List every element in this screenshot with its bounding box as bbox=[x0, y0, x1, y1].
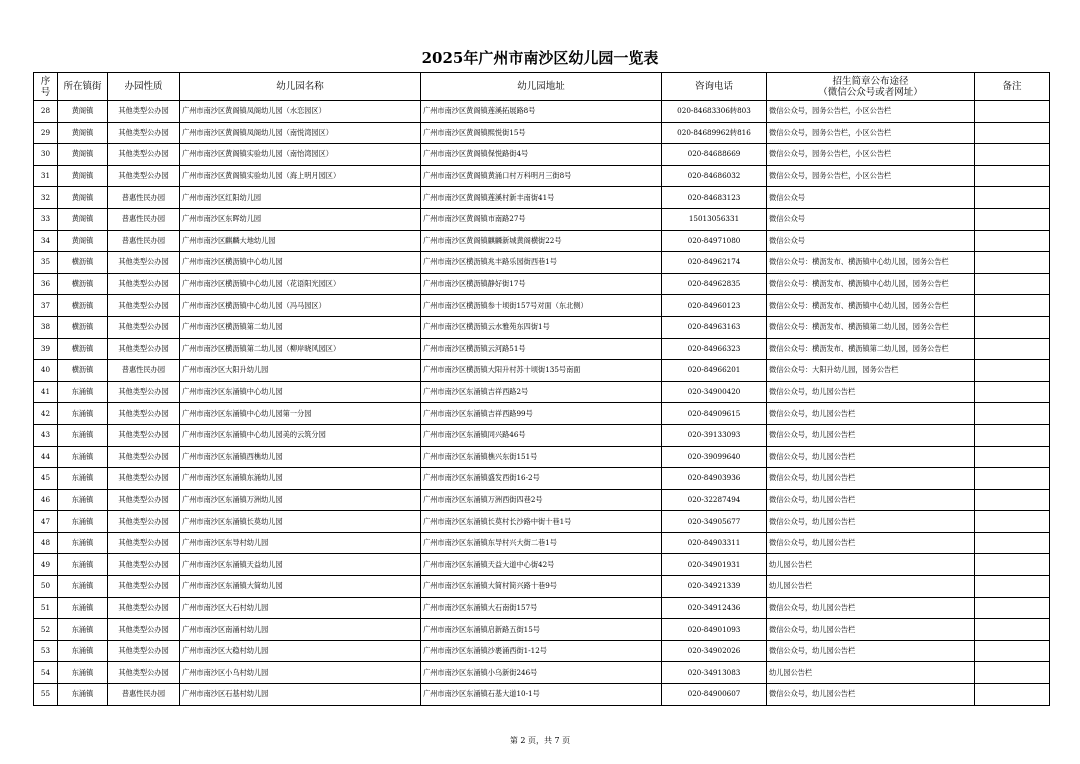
cell-address: 广州市南沙区横沥镇参十顷街157号对面（东北侧） bbox=[421, 295, 662, 317]
table-header bbox=[34, 73, 1050, 101]
cell-name: 广州市南沙区横沥镇中心幼儿园 bbox=[180, 252, 421, 274]
cell-town: 东涌镇 bbox=[58, 424, 108, 446]
cell-seq: 30 bbox=[34, 144, 58, 166]
cell-channel: 幼儿园公告栏 bbox=[767, 576, 975, 598]
table-row bbox=[34, 640, 1050, 662]
cell-name: 广州市南沙区东涌镇中心幼儿园 bbox=[180, 381, 421, 403]
cell-nature: 其他类型公办园 bbox=[108, 252, 180, 274]
cell-channel: 微信公众号，幼儿园公告栏 bbox=[767, 424, 975, 446]
table-row bbox=[34, 122, 1050, 144]
cell-town: 东涌镇 bbox=[58, 597, 108, 619]
cell-seq: 51 bbox=[34, 597, 58, 619]
cell-name: 广州市南沙区横沥镇中心幼儿园（冯马园区） bbox=[180, 295, 421, 317]
cell-nature: 其他类型公办园 bbox=[108, 101, 180, 123]
cell-channel: 微信公众号，园务公告栏，小区公告栏 bbox=[767, 122, 975, 144]
cell-phone: 020-84686032 bbox=[662, 165, 767, 187]
cell-address: 广州市南沙区东涌镇小乌新街246号 bbox=[421, 662, 662, 684]
cell-address: 广州市南沙区东涌镇沙裹涌西街1-12号 bbox=[421, 640, 662, 662]
cell-name: 广州市南沙区黄阁镇实验幼儿园（南怡湾园区） bbox=[180, 144, 421, 166]
cell-remark bbox=[975, 122, 1050, 144]
cell-nature: 普惠性民办园 bbox=[108, 230, 180, 252]
cell-town: 东涌镇 bbox=[58, 532, 108, 554]
cell-town: 黄阁镇 bbox=[58, 208, 108, 230]
cell-name: 广州市南沙区小乌村幼儿园 bbox=[180, 662, 421, 684]
cell-seq: 45 bbox=[34, 468, 58, 490]
cell-address: 广州市南沙区东涌镇盛发西街16-2号 bbox=[421, 468, 662, 490]
cell-name: 广州市南沙区大石村幼儿园 bbox=[180, 597, 421, 619]
table-row bbox=[34, 381, 1050, 403]
cell-remark bbox=[975, 208, 1050, 230]
cell-remark bbox=[975, 381, 1050, 403]
cell-seq: 52 bbox=[34, 619, 58, 641]
cell-remark bbox=[975, 424, 1050, 446]
cell-seq: 42 bbox=[34, 403, 58, 425]
cell-phone: 020-84962174 bbox=[662, 252, 767, 274]
cell-seq: 53 bbox=[34, 640, 58, 662]
table-row bbox=[34, 338, 1050, 360]
header-remark: 备注 bbox=[975, 73, 1050, 101]
cell-channel: 微信公众号，幼儿园公告栏 bbox=[767, 619, 975, 641]
cell-nature: 其他类型公办园 bbox=[108, 122, 180, 144]
table-row bbox=[34, 489, 1050, 511]
cell-seq: 28 bbox=[34, 101, 58, 123]
cell-phone: 020-84960123 bbox=[662, 295, 767, 317]
cell-phone: 020-34913083 bbox=[662, 662, 767, 684]
cell-address: 广州市南沙区东涌镇万洲西街四巷2号 bbox=[421, 489, 662, 511]
cell-town: 东涌镇 bbox=[58, 619, 108, 641]
cell-phone: 020-84900607 bbox=[662, 684, 767, 706]
cell-address: 广州市南沙区东涌镇大石南街157号 bbox=[421, 597, 662, 619]
cell-town: 横沥镇 bbox=[58, 338, 108, 360]
cell-channel: 微信公众号 bbox=[767, 187, 975, 209]
cell-remark bbox=[975, 619, 1050, 641]
cell-address: 广州市南沙区东涌镇启新路五街15号 bbox=[421, 619, 662, 641]
cell-name: 广州市南沙区黄阁镇凤阁幼儿园（水恋园区） bbox=[180, 101, 421, 123]
cell-address: 广州市南沙区东涌镇吉祥西路2号 bbox=[421, 381, 662, 403]
cell-name: 广州市南沙区红阳幼儿园 bbox=[180, 187, 421, 209]
table-row bbox=[34, 554, 1050, 576]
cell-nature: 其他类型公办园 bbox=[108, 446, 180, 468]
table-row bbox=[34, 273, 1050, 295]
cell-town: 黄阁镇 bbox=[58, 230, 108, 252]
cell-seq: 49 bbox=[34, 554, 58, 576]
cell-town: 东涌镇 bbox=[58, 403, 108, 425]
cell-channel: 微信公众号，幼儿园公告栏 bbox=[767, 489, 975, 511]
cell-town: 东涌镇 bbox=[58, 640, 108, 662]
table-row bbox=[34, 511, 1050, 533]
cell-seq: 39 bbox=[34, 338, 58, 360]
cell-address: 广州市南沙区横沥镇兆丰路乐园街西巷1号 bbox=[421, 252, 662, 274]
cell-nature: 普惠性民办园 bbox=[108, 187, 180, 209]
cell-address: 广州市南沙区东涌镇长莫村长沙路中街十巷1号 bbox=[421, 511, 662, 533]
cell-address: 广州市南沙区东涌镇樵兴东街151号 bbox=[421, 446, 662, 468]
cell-address: 广州市南沙区黄阁镇莲溪拓展路8号 bbox=[421, 101, 662, 123]
cell-remark bbox=[975, 101, 1050, 123]
cell-address: 广州市南沙区东涌镇石基大道10-1号 bbox=[421, 684, 662, 706]
table-row bbox=[34, 446, 1050, 468]
cell-remark bbox=[975, 316, 1050, 338]
table-row bbox=[34, 295, 1050, 317]
cell-name: 广州市南沙区石基村幼儿园 bbox=[180, 684, 421, 706]
header-seq-line2: 号 bbox=[40, 86, 51, 98]
cell-seq: 43 bbox=[34, 424, 58, 446]
cell-nature: 其他类型公办园 bbox=[108, 316, 180, 338]
table-row bbox=[34, 208, 1050, 230]
header-phone: 咨询电话 bbox=[662, 73, 767, 101]
table-body bbox=[34, 101, 1050, 706]
cell-address: 广州市南沙区横沥镇大阳升村苏十顷街135号南面 bbox=[421, 360, 662, 382]
cell-town: 东涌镇 bbox=[58, 446, 108, 468]
cell-remark bbox=[975, 252, 1050, 274]
cell-phone: 020-34902026 bbox=[662, 640, 767, 662]
cell-town: 黄阁镇 bbox=[58, 165, 108, 187]
cell-seq: 41 bbox=[34, 381, 58, 403]
table-row bbox=[34, 165, 1050, 187]
cell-town: 黄阁镇 bbox=[58, 144, 108, 166]
page-footer: 第 2 页，共 7 页 bbox=[509, 736, 571, 745]
cell-remark bbox=[975, 295, 1050, 317]
cell-seq: 44 bbox=[34, 446, 58, 468]
cell-nature: 其他类型公办园 bbox=[108, 511, 180, 533]
cell-town: 横沥镇 bbox=[58, 360, 108, 382]
cell-town: 东涌镇 bbox=[58, 489, 108, 511]
table-row bbox=[34, 187, 1050, 209]
cell-name: 广州市南沙区横沥镇第二幼儿园 bbox=[180, 316, 421, 338]
table-row bbox=[34, 424, 1050, 446]
cell-channel: 微信公众号，园务公告栏，小区公告栏 bbox=[767, 165, 975, 187]
cell-phone: 020-39099640 bbox=[662, 446, 767, 468]
header-channel-line1: 招生简章公布途径 bbox=[832, 75, 909, 87]
cell-address: 广州市南沙区横沥镇云水雅苑东四街1号 bbox=[421, 316, 662, 338]
cell-remark bbox=[975, 532, 1050, 554]
cell-channel: 微信公众号，园务公告栏，小区公告栏 bbox=[767, 144, 975, 166]
cell-remark bbox=[975, 360, 1050, 382]
cell-phone: 020-34921339 bbox=[662, 576, 767, 598]
cell-channel: 微信公众号：横沥发布、横沥镇第二幼儿园，园务公告栏 bbox=[767, 316, 975, 338]
header-nature: 办园性质 bbox=[108, 73, 180, 101]
cell-phone: 020-34905677 bbox=[662, 511, 767, 533]
cell-seq: 33 bbox=[34, 208, 58, 230]
cell-town: 黄阁镇 bbox=[58, 122, 108, 144]
table-row bbox=[34, 403, 1050, 425]
cell-seq: 35 bbox=[34, 252, 58, 274]
cell-name: 广州市南沙区横沥镇中心幼儿园（花语阳光园区） bbox=[180, 273, 421, 295]
table-row bbox=[34, 468, 1050, 490]
cell-seq: 47 bbox=[34, 511, 58, 533]
cell-channel: 微信公众号：横沥发布、横沥镇中心幼儿园，园务公告栏 bbox=[767, 252, 975, 274]
cell-town: 横沥镇 bbox=[58, 295, 108, 317]
cell-address: 广州市南沙区东涌镇同兴路46号 bbox=[421, 424, 662, 446]
cell-channel: 微信公众号，幼儿园公告栏 bbox=[767, 381, 975, 403]
cell-channel: 微信公众号：大阳升幼儿园，园务公告栏 bbox=[767, 360, 975, 382]
cell-address: 广州市南沙区东涌镇大简村简兴路十巷9号 bbox=[421, 576, 662, 598]
cell-channel: 微信公众号 bbox=[767, 208, 975, 230]
cell-seq: 37 bbox=[34, 295, 58, 317]
cell-remark bbox=[975, 489, 1050, 511]
cell-name: 广州市南沙区黄阁镇凤阁幼儿园（南悦湾园区） bbox=[180, 122, 421, 144]
cell-phone: 020-84963163 bbox=[662, 316, 767, 338]
cell-remark bbox=[975, 338, 1050, 360]
cell-remark bbox=[975, 554, 1050, 576]
cell-seq: 50 bbox=[34, 576, 58, 598]
cell-seq: 40 bbox=[34, 360, 58, 382]
cell-name: 广州市南沙区黄阁镇实验幼儿园（海上明月园区） bbox=[180, 165, 421, 187]
cell-channel: 微信公众号，幼儿园公告栏 bbox=[767, 597, 975, 619]
cell-channel: 微信公众号，园务公告栏，小区公告栏 bbox=[767, 101, 975, 123]
cell-town: 东涌镇 bbox=[58, 511, 108, 533]
cell-nature: 普惠性民办园 bbox=[108, 684, 180, 706]
cell-channel: 幼儿园公告栏 bbox=[767, 662, 975, 684]
cell-name: 广州市南沙区东导村幼儿园 bbox=[180, 532, 421, 554]
cell-seq: 31 bbox=[34, 165, 58, 187]
cell-nature: 普惠性民办园 bbox=[108, 208, 180, 230]
header-seq-line1: 序 bbox=[40, 75, 51, 87]
cell-address: 广州市南沙区黄阁镇保悦路街4号 bbox=[421, 144, 662, 166]
cell-name: 广州市南沙区东涌镇东涌幼儿园 bbox=[180, 468, 421, 490]
cell-address: 广州市南沙区东涌镇东导村兴大街二巷1号 bbox=[421, 532, 662, 554]
cell-address: 广州市南沙区黄阁镇麒麟新城黄阁横街22号 bbox=[421, 230, 662, 252]
cell-address: 广州市南沙区黄阁镇黄涌口村万科明月三街8号 bbox=[421, 165, 662, 187]
kindergarten-table bbox=[33, 72, 1050, 706]
cell-channel: 微信公众号，幼儿园公告栏 bbox=[767, 511, 975, 533]
cell-remark bbox=[975, 576, 1050, 598]
table-row bbox=[34, 597, 1050, 619]
cell-nature: 其他类型公办园 bbox=[108, 381, 180, 403]
cell-town: 东涌镇 bbox=[58, 662, 108, 684]
cell-remark bbox=[975, 446, 1050, 468]
page-title: 2025年广州市南沙区幼儿园一览表 bbox=[421, 49, 659, 67]
cell-nature: 其他类型公办园 bbox=[108, 554, 180, 576]
cell-seq: 38 bbox=[34, 316, 58, 338]
header-name: 幼儿园名称 bbox=[180, 73, 421, 101]
cell-phone: 020-84901093 bbox=[662, 619, 767, 641]
table-row bbox=[34, 101, 1050, 123]
cell-address: 广州市南沙区东涌镇天益大道中心街42号 bbox=[421, 554, 662, 576]
cell-address: 广州市南沙区黄阁镇莲溪村新丰南街41号 bbox=[421, 187, 662, 209]
cell-channel: 微信公众号 bbox=[767, 230, 975, 252]
cell-nature: 其他类型公办园 bbox=[108, 338, 180, 360]
header-channel bbox=[767, 73, 975, 101]
cell-remark bbox=[975, 187, 1050, 209]
cell-remark bbox=[975, 684, 1050, 706]
cell-remark bbox=[975, 273, 1050, 295]
cell-channel: 微信公众号，幼儿园公告栏 bbox=[767, 640, 975, 662]
cell-address: 广州市南沙区东涌镇吉祥西路99号 bbox=[421, 403, 662, 425]
cell-remark bbox=[975, 511, 1050, 533]
cell-channel: 微信公众号，幼儿园公告栏 bbox=[767, 446, 975, 468]
cell-town: 横沥镇 bbox=[58, 273, 108, 295]
table-row bbox=[34, 144, 1050, 166]
cell-remark bbox=[975, 230, 1050, 252]
cell-phone: 020-84683123 bbox=[662, 187, 767, 209]
cell-seq: 36 bbox=[34, 273, 58, 295]
cell-name: 广州市南沙区麒麟大地幼儿园 bbox=[180, 230, 421, 252]
table-row bbox=[34, 316, 1050, 338]
cell-town: 东涌镇 bbox=[58, 468, 108, 490]
cell-seq: 55 bbox=[34, 684, 58, 706]
cell-town: 东涌镇 bbox=[58, 554, 108, 576]
cell-remark bbox=[975, 662, 1050, 684]
cell-remark bbox=[975, 403, 1050, 425]
cell-address: 广州市南沙区横沥镇静好街17号 bbox=[421, 273, 662, 295]
cell-address: 广州市南沙区黄阁镇熙悦街15号 bbox=[421, 122, 662, 144]
cell-nature: 其他类型公办园 bbox=[108, 403, 180, 425]
header-town: 所在镇街 bbox=[58, 73, 108, 101]
cell-town: 黄阁镇 bbox=[58, 187, 108, 209]
cell-seq: 48 bbox=[34, 532, 58, 554]
cell-remark bbox=[975, 165, 1050, 187]
cell-phone: 020-39133093 bbox=[662, 424, 767, 446]
cell-nature: 其他类型公办园 bbox=[108, 273, 180, 295]
cell-name: 广州市南沙区东涌镇大简幼儿园 bbox=[180, 576, 421, 598]
cell-address: 广州市南沙区横沥镇云河路51号 bbox=[421, 338, 662, 360]
cell-nature: 其他类型公办园 bbox=[108, 597, 180, 619]
cell-town: 黄阁镇 bbox=[58, 101, 108, 123]
cell-phone: 020-34900420 bbox=[662, 381, 767, 403]
cell-phone: 020-84966323 bbox=[662, 338, 767, 360]
cell-seq: 32 bbox=[34, 187, 58, 209]
cell-nature: 其他类型公办园 bbox=[108, 576, 180, 598]
cell-remark bbox=[975, 468, 1050, 490]
cell-phone: 020-84966201 bbox=[662, 360, 767, 382]
cell-name: 广州市南沙区东涌镇中心幼儿园美的云筑分园 bbox=[180, 424, 421, 446]
cell-channel: 微信公众号：横沥发布、横沥镇中心幼儿园，园务公告栏 bbox=[767, 295, 975, 317]
cell-phone: 020-84962835 bbox=[662, 273, 767, 295]
cell-town: 东涌镇 bbox=[58, 576, 108, 598]
cell-nature: 其他类型公办园 bbox=[108, 489, 180, 511]
cell-phone: 020-34901931 bbox=[662, 554, 767, 576]
cell-address: 广州市南沙区黄阁镇市南路27号 bbox=[421, 208, 662, 230]
cell-phone: 020-34912436 bbox=[662, 597, 767, 619]
header-channel-line2: （微信公众号或者网址） bbox=[818, 86, 923, 98]
table-row bbox=[34, 230, 1050, 252]
cell-remark bbox=[975, 640, 1050, 662]
cell-channel: 微信公众号，幼儿园公告栏 bbox=[767, 403, 975, 425]
cell-phone: 020-84909615 bbox=[662, 403, 767, 425]
cell-name: 广州市南沙区南涌村幼儿园 bbox=[180, 619, 421, 641]
cell-remark bbox=[975, 144, 1050, 166]
cell-name: 广州市南沙区横沥镇第二幼儿园（柳岸晓风园区） bbox=[180, 338, 421, 360]
cell-phone: 020-32287494 bbox=[662, 489, 767, 511]
cell-phone: 020-84683306转803 bbox=[662, 101, 767, 123]
cell-phone: 020-84688669 bbox=[662, 144, 767, 166]
cell-nature: 其他类型公办园 bbox=[108, 662, 180, 684]
cell-phone: 020-84689962转816 bbox=[662, 122, 767, 144]
cell-nature: 其他类型公办园 bbox=[108, 640, 180, 662]
cell-name: 广州市南沙区东晖幼儿园 bbox=[180, 208, 421, 230]
cell-town: 东涌镇 bbox=[58, 381, 108, 403]
cell-nature: 其他类型公办园 bbox=[108, 144, 180, 166]
cell-seq: 29 bbox=[34, 122, 58, 144]
cell-nature: 其他类型公办园 bbox=[108, 165, 180, 187]
table-row bbox=[34, 532, 1050, 554]
cell-town: 横沥镇 bbox=[58, 316, 108, 338]
cell-seq: 54 bbox=[34, 662, 58, 684]
cell-nature: 其他类型公办园 bbox=[108, 424, 180, 446]
table-row bbox=[34, 576, 1050, 598]
cell-nature: 普惠性民办园 bbox=[108, 360, 180, 382]
cell-channel: 幼儿园公告栏 bbox=[767, 554, 975, 576]
cell-nature: 其他类型公办园 bbox=[108, 468, 180, 490]
cell-phone: 020-84971080 bbox=[662, 230, 767, 252]
table-row bbox=[34, 360, 1050, 382]
cell-channel: 微信公众号，幼儿园公告栏 bbox=[767, 468, 975, 490]
cell-channel: 微信公众号：横沥发布、横沥镇中心幼儿园，园务公告栏 bbox=[767, 273, 975, 295]
cell-name: 广州市南沙区大稳村幼儿园 bbox=[180, 640, 421, 662]
header-seq bbox=[34, 73, 58, 101]
cell-phone: 15013056331 bbox=[662, 208, 767, 230]
cell-channel: 微信公众号：横沥发布、横沥镇第二幼儿园，园务公告栏 bbox=[767, 338, 975, 360]
cell-town: 东涌镇 bbox=[58, 684, 108, 706]
table-row bbox=[34, 662, 1050, 684]
cell-nature: 其他类型公办园 bbox=[108, 619, 180, 641]
cell-remark bbox=[975, 597, 1050, 619]
cell-seq: 46 bbox=[34, 489, 58, 511]
cell-seq: 34 bbox=[34, 230, 58, 252]
cell-phone: 020-84903936 bbox=[662, 468, 767, 490]
cell-name: 广州市南沙区东涌镇西樵幼儿园 bbox=[180, 446, 421, 468]
cell-name: 广州市南沙区东涌镇天益幼儿园 bbox=[180, 554, 421, 576]
cell-channel: 微信公众号，幼儿园公告栏 bbox=[767, 684, 975, 706]
table-row bbox=[34, 252, 1050, 274]
cell-nature: 其他类型公办园 bbox=[108, 295, 180, 317]
cell-name: 广州市南沙区东涌镇长莫幼儿园 bbox=[180, 511, 421, 533]
cell-phone: 020-84903311 bbox=[662, 532, 767, 554]
cell-name: 广州市南沙区大阳升幼儿园 bbox=[180, 360, 421, 382]
cell-name: 广州市南沙区东涌镇中心幼儿园第一分园 bbox=[180, 403, 421, 425]
cell-channel: 微信公众号，幼儿园公告栏 bbox=[767, 532, 975, 554]
cell-town: 横沥镇 bbox=[58, 252, 108, 274]
table-row bbox=[34, 684, 1050, 706]
cell-nature: 其他类型公办园 bbox=[108, 532, 180, 554]
cell-name: 广州市南沙区东涌镇万洲幼儿园 bbox=[180, 489, 421, 511]
table-row bbox=[34, 619, 1050, 641]
header-address: 幼儿园地址 bbox=[421, 73, 662, 101]
